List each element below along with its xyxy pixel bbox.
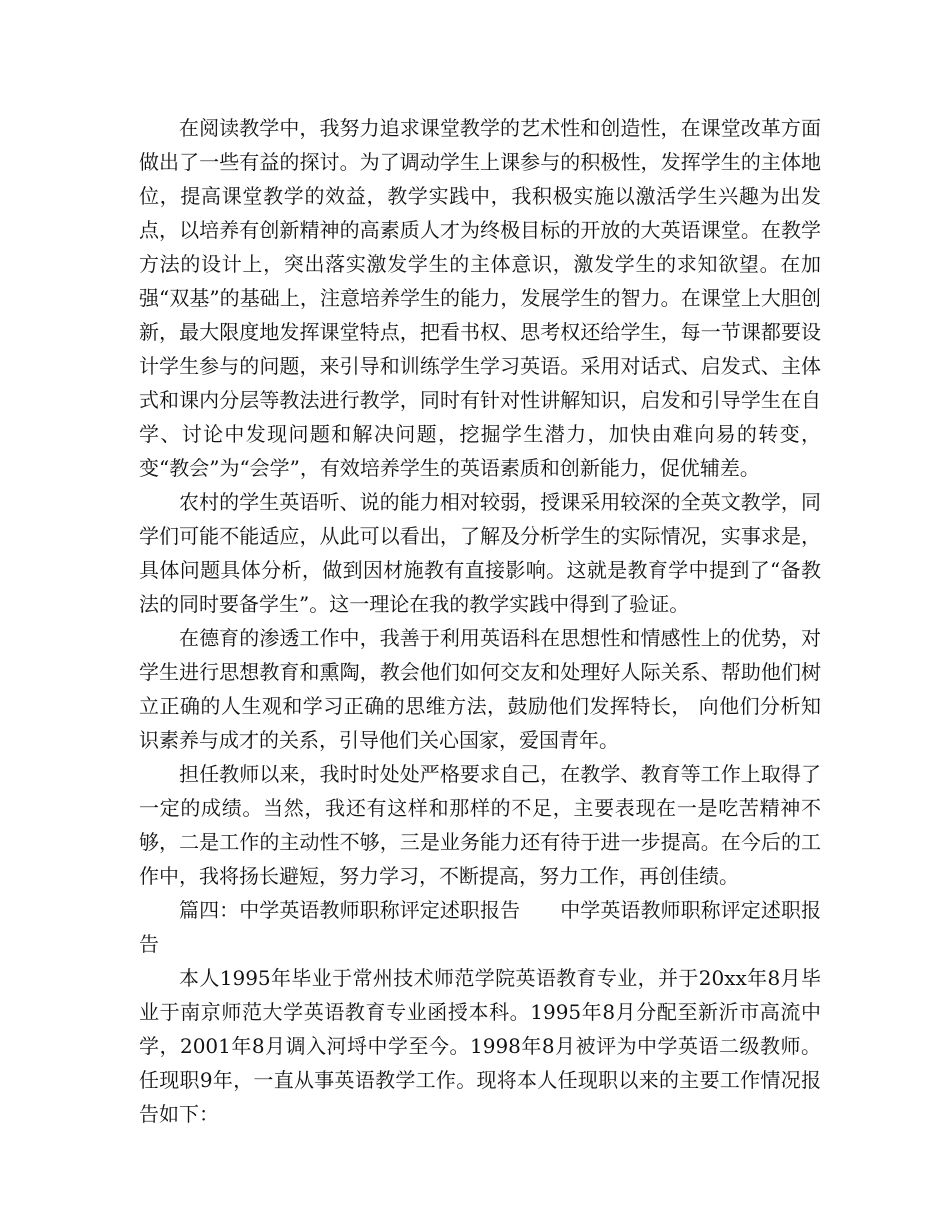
paragraph-intro: 本人1995年毕业于常州技术师范学院英语教育专业，并于20xx年8月毕业于南京师范大学英语教育专业函授本科。1995年8月分配至新沂市高流中学，2001年8月调入河埒中学至今。1998年8月被评为中学英语二级教师。任现职9年，一直从事英语教学工作。现将本人任现职以来的主要工作情况报告如下： [139,966,821,1126]
paragraph-self-assessment: 担任教师以来，我时时处处严格要求自己，在教学、教育等工作上取得了一定的成绩。当然，我还有这样和那样的不足，主要表现在一是吃苦精神不够，二是工作的主动性不够，三是业务能力还有待于进一步提高。在今后的工作中，我将扬长避短，努力学习，不断提高，努力工作，再创佳绩。 [139,762,821,888]
paragraph-rural-students: 农村的学生英语听、说的能力相对较弱，授课采用较深的全英文教学，同学们可能不能适应，从此可以看出，了解及分析学生的实际情况，实事求是，具体问题具体分析，做到因材施教有直接影响。这就是教育学中提到了“备教法的同时要备学生”。这一理论在我的教学实践中得到了验证。 [139,490,821,616]
paragraph-reading-teaching: 在阅读教学中，我努力追求课堂教学的艺术性和创造性，在课堂改革方面做出了一些有益的探讨。为了调动学生上课参与的积极性，发挥学生的主体地位，提高课堂教学的效益，教学实践中，我积极实施以激活学生兴趣为出发点，以培养有创新精神的高素质人才为终极目标的开放的大英语课堂。在教学方法的设计上，突出落实激发学生的主体意识，激发学生的求知欲望。在加强“双基”的基础上，注意培养学生的能力，发展学生的智力。在课堂上大胆创新，最大限度地发挥课堂特点，把看书权、思考权还给学生，每一节课都要设计学生参与的问题，来引导和训练学生学习英语。采用对话式、启发式、主体式和课内分层等教法进行教学，同时有针对性讲解知识，启发和引导学生在自学、讨论中发现问题和解决问题，挖掘学生潜力，加快由难向易的转变，变“教会”为“会学”，有效培养学生的英语素质和创新能力，促优辅差。 [139,116,821,480]
section-heading-label: 篇四：中学英语教师职称评定述职报告 [179,898,521,922]
section-heading-title: 中学英语教师职称评定述职报告 [139,898,822,956]
section-heading [139,893,821,961]
document-body [139,111,821,1131]
paragraph-moral-education: 在德育的渗透工作中，我善于利用英语科在思想性和情感性上的优势，对学生进行思想教育和熏陶，教会他们如何交友和处理好人际关系、帮助他们树立正确的人生观和学习正确的思维方法，鼓励他们发挥特长， 向他们分析知识素养与成才的关系，引导他们关心国家，爱国青年。 [139,626,821,752]
